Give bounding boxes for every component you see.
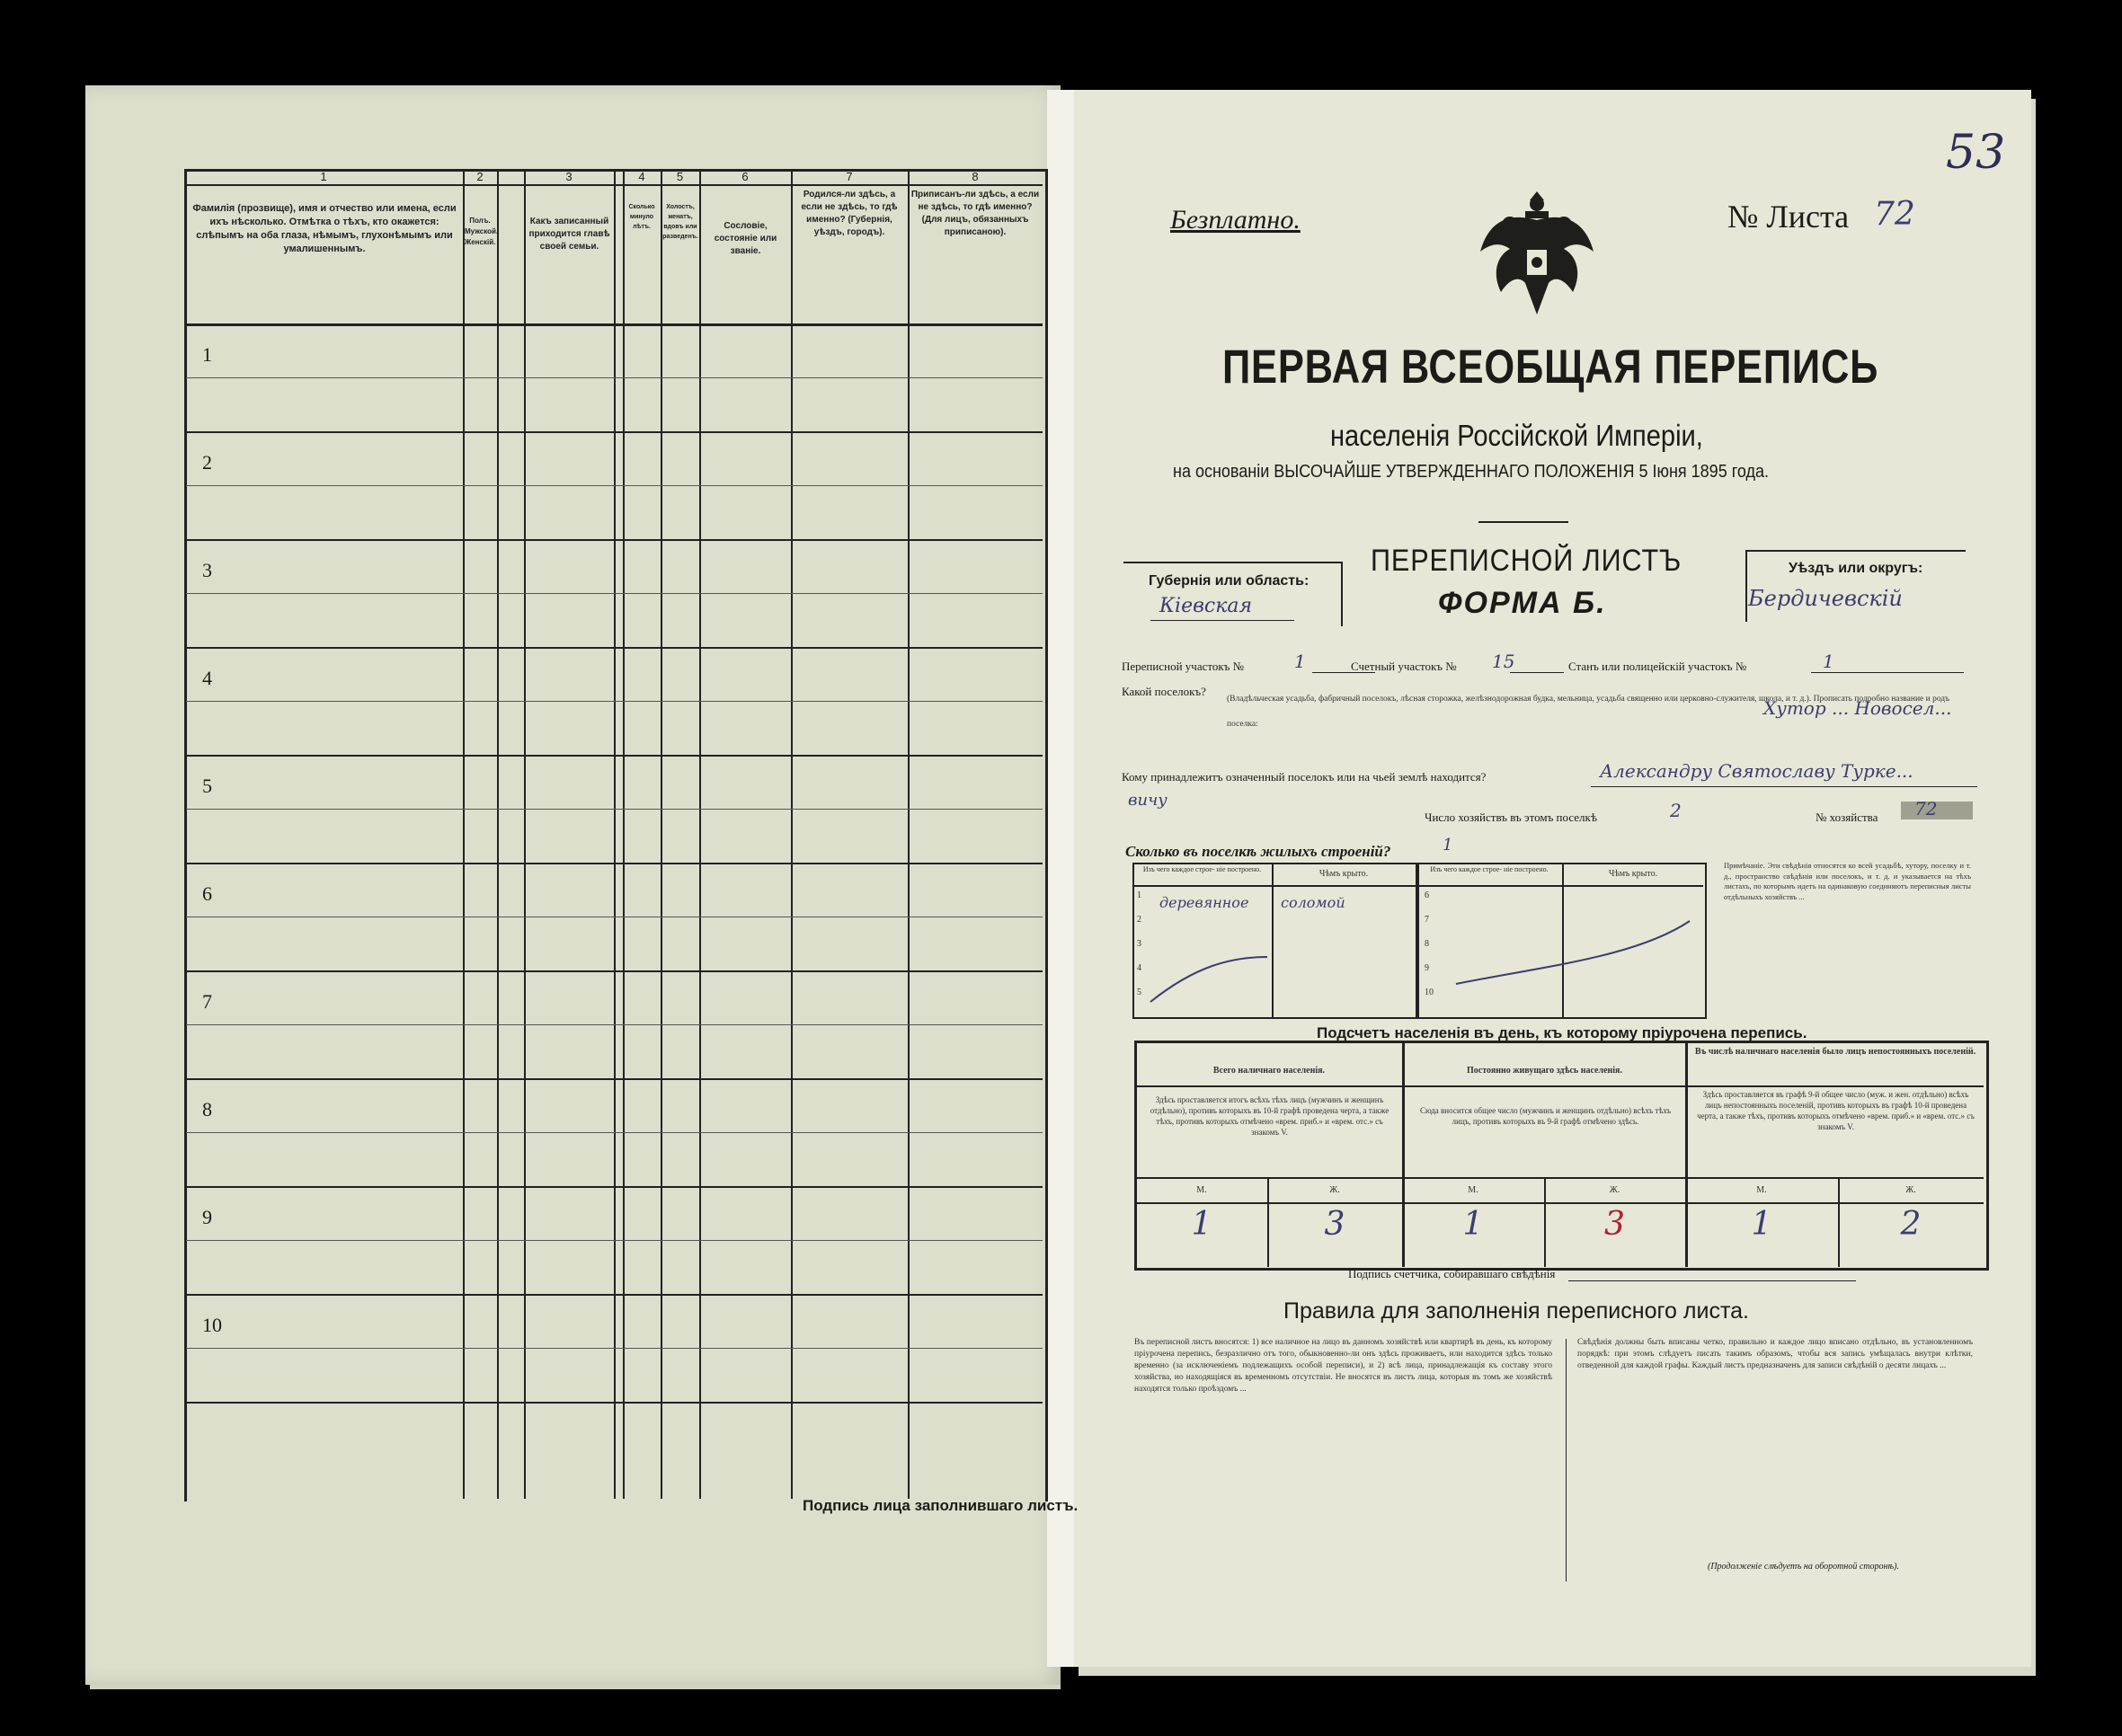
header-age: Сколько минуло лѣтъ.	[628, 204, 655, 230]
table-row	[186, 1078, 1043, 1080]
buildings-col-material: Изъ чего каждое строе- ніе построено.	[1142, 865, 1262, 873]
rules-continued-note: (Продолженіе слѣдуетъ на оборотной сторонѣ).	[1708, 1562, 1899, 1572]
filler-signature-label: Подпись лица заполнившаго листъ.	[803, 1497, 1079, 1514]
col-number: 6	[741, 170, 749, 183]
rules-title: Правила для заполненія переписного листа.	[1283, 1298, 1749, 1324]
table-row-number: 3	[202, 559, 212, 581]
building-row-number: 4	[1137, 963, 1141, 973]
table-row	[186, 1402, 1043, 1404]
table-row-midline	[186, 485, 1043, 486]
table-row-midline	[186, 593, 1043, 594]
table-row	[186, 755, 1043, 757]
header-estate: Сословіе, состояніе или званіе.	[714, 221, 777, 256]
col-divider	[614, 169, 616, 1499]
table-row-number: 1	[202, 343, 212, 366]
header-relation: Какъ записанный приходится главѣ своей семьи.	[528, 217, 610, 252]
building-row-number: 8	[1425, 939, 1429, 949]
free-label: Безплатно.	[1170, 205, 1301, 235]
buildings-header-line	[1134, 885, 1703, 887]
police-area-label: Станъ или полицейскій участокъ №	[1568, 660, 1747, 673]
building-row-number: 3	[1137, 939, 1141, 949]
count-col-permanent-title: Постоянно живущаго здѣсь населенія.	[1467, 1066, 1622, 1076]
table-row-number: 4	[202, 667, 212, 689]
count-values-line	[1136, 1202, 1984, 1204]
building-row-number: 5	[1137, 988, 1141, 997]
building-1-material: деревянное	[1159, 894, 1249, 911]
person-table-border	[184, 169, 1048, 1501]
province-value: Кіевская	[1159, 595, 1253, 617]
col-number: 7	[846, 170, 853, 183]
owner-value: Александру Святославу Турке...	[1600, 760, 1913, 782]
household-no-label: № хозяйства	[1816, 810, 1878, 824]
owner-value-continued: вичу	[1128, 791, 1168, 810]
settlement-label: Какой поселокъ?	[1122, 685, 1206, 698]
sex-male-label: М.	[1196, 1185, 1207, 1195]
households-label: Число хозяйствъ въ этомъ поселкѣ	[1425, 810, 1597, 824]
col-number: 1	[320, 170, 327, 183]
table-row-number: 8	[202, 1098, 212, 1120]
header-birthplace: Родился-ли здѣсь, а если не здѣсь, то гдѣ именно? (Губернія, уѣздъ, городъ).	[801, 190, 898, 237]
col-number: 3	[565, 170, 573, 183]
count-value: 1	[1191, 1206, 1212, 1243]
building-row-number: 10	[1425, 988, 1434, 997]
building-row-number: 9	[1425, 963, 1429, 973]
col-divider	[908, 169, 910, 1499]
table-row	[186, 647, 1043, 649]
count-value: 1	[1751, 1206, 1772, 1243]
header-bottom-line	[184, 323, 1043, 326]
header-marital: Холостъ, женатъ, вдовъ или разведенъ.	[662, 204, 698, 240]
settlement-value: Хутор ... Новосел...	[1763, 697, 1952, 719]
household-no-value: 72	[1914, 798, 1938, 819]
sex-female-label: Ж.	[1609, 1185, 1620, 1195]
buildings-label: Сколько въ поселкѣ жилыхъ строеній?	[1125, 843, 1391, 860]
table-row	[186, 970, 1043, 972]
header-name: Фамилія (прозвище), имя и отчество или имена, если ихъ нѣсколько. Отмѣтка о тѣхъ, кто окажется: слѣпымъ на оба глаза, нѣмымъ, глухонѣмымъ или умалишеннымъ.	[192, 203, 457, 254]
sheet-number: 72	[1874, 196, 1915, 233]
table-row	[186, 1294, 1043, 1296]
census-basis: на основаніи ВЫСОЧАЙШЕ УТВЕРЖДЕННАГО ПОЛОЖЕНІЯ 5 Іюня 1895 года.	[1173, 462, 1770, 482]
table-row-number: 9	[202, 1206, 212, 1228]
building-1-roof: соломой	[1281, 894, 1345, 911]
building-row-number: 1	[1137, 890, 1141, 900]
underline	[1312, 672, 1375, 673]
table-row-number: 10	[202, 1314, 222, 1336]
households-value: 2	[1670, 800, 1682, 821]
underline	[1510, 672, 1564, 673]
title-divider	[1478, 521, 1568, 523]
underline	[1591, 786, 1977, 787]
form-name: ФОРМА Б.	[1438, 586, 1607, 620]
building-row-number: 6	[1425, 890, 1429, 900]
count-header-line	[1136, 1085, 1984, 1087]
count-title: Подсчетъ населенія въ день, къ которому пріурочена перепись.	[1317, 1024, 1807, 1041]
buildings-col-roof-2: Чѣмъ крыто.	[1608, 869, 1658, 879]
table-row-midline	[186, 701, 1043, 702]
district-value: Бердичевскій	[1748, 586, 1903, 611]
district-label: Уѣздъ или округъ:	[1789, 561, 1923, 576]
handwritten-page-number: 53	[1946, 126, 2006, 180]
col-divider	[791, 169, 793, 1499]
col-divider	[661, 169, 662, 1499]
count-value: 3	[1604, 1206, 1625, 1243]
count-value: 3	[1324, 1206, 1345, 1243]
buildings-remark: Примѣчаніе. Эти свѣдѣнія относятся ко всей усадьбѣ, хутору, поселку и т. д., пространство свѣдѣнія или поселокъ, и т. д. и указывается на тѣхъ листахъ, по которымъ идетъ на одинаковую соединяютъ переписныя листы отдѣльныхъ хозяйствъ ...	[1724, 861, 1971, 901]
rules-column-divider	[1566, 1339, 1567, 1581]
header-number-line	[184, 184, 1043, 186]
table-row	[186, 863, 1043, 864]
table-row-midline	[186, 809, 1043, 810]
col-number: 2	[476, 170, 484, 183]
count-col-permanent-note: Сюда вносится общее число (мужчинъ и женщинъ отдѣльно) всѣхъ тѣхъ лицъ, противъ которыхъ въ 9-й графѣ отмѣчено здѣсь.	[1419, 1106, 1672, 1126]
col-divider	[623, 169, 625, 1499]
sex-female-label: Ж.	[1905, 1185, 1916, 1195]
col-number: 8	[972, 170, 979, 183]
col-divider	[497, 169, 499, 1499]
police-area-value: 1	[1823, 651, 1834, 672]
count-value: 1	[1462, 1206, 1484, 1243]
buildings-col-material-2: Изъ чего каждое строе- ніе построено.	[1430, 865, 1549, 873]
col-number: 4	[638, 170, 645, 183]
imperial-eagle-emblem	[1469, 184, 1604, 319]
rules-right-column: Свѣдѣнія должны быть вписаны четко, правильно и каждое лицо вписано отдѣльно, въ установленномъ порядкѣ: при этомъ слѣдуетъ писать такимъ образомъ, чтобы вся запись умѣщалась внутри клѣтки, отведенной для каждой графы. Каждый листъ предназначенъ для записи свѣдѣній о десяти лицахъ ...	[1577, 1338, 1973, 1370]
col-divider	[699, 169, 701, 1499]
table-row	[186, 1186, 1043, 1188]
building-row-number: 7	[1425, 915, 1429, 925]
strike-through-marks	[1141, 903, 1699, 1011]
settlement-note: (Владѣльческая усадьба, фабричный поселокъ, лѣсная сторожка, желѣзнодорожная будка, мельница, усадьба священно или церковно-служителя, школа, и т. д.). Прописать подробно название и родъ поселка:	[1227, 695, 1950, 729]
table-row-midline	[186, 377, 1043, 378]
table-row	[186, 539, 1043, 541]
col-divider	[524, 169, 526, 1499]
sex-female-label: Ж.	[1329, 1185, 1340, 1195]
form-title: ПЕРЕПИСНОЙ ЛИСТЪ	[1371, 544, 1683, 578]
table-row-number: 2	[202, 451, 212, 474]
col-number: 5	[676, 170, 684, 183]
counter-signature-line	[1568, 1280, 1856, 1281]
header-registration: Приписанъ-ли здѣсь, а если не здѣсь, то гдѣ именно? (Для лицъ, обязанныхъ приписаною).	[910, 190, 1040, 237]
area-value: 1	[1294, 651, 1306, 672]
census-subtitle: населенія Россійской Имперіи,	[1330, 419, 1703, 452]
table-row-midline	[186, 1348, 1043, 1349]
sex-male-label: М.	[1756, 1185, 1767, 1195]
underline	[1811, 672, 1964, 673]
building-row-number: 2	[1137, 915, 1141, 925]
sex-male-label: М.	[1468, 1185, 1478, 1195]
count-col-transient-note: Здѣсь проставляется въ графѣ 9-й общее число (муж. и жен. отдѣльно) всѣхъ лицъ непостоянныхъ поселеній, противъ которыхъ въ графѣ 10-й проведена черта, а также тѣхъ, противъ которыхъ отмѣчено «врем. приб.» и «врем. отс.» съ знакомъ V.	[1697, 1090, 1975, 1131]
count-sex-line	[1136, 1177, 1984, 1179]
count-col-total-title: Всего наличнаго населенія.	[1212, 1066, 1326, 1076]
count-col-transient-title: Въ числѣ наличнаго населенія было лицъ непостоянныхъ поселеній.	[1694, 1047, 1976, 1057]
count-area-label: Счетный участокъ №	[1351, 660, 1457, 673]
count-col-total-note: Здѣсь проставляется итогъ всѣхъ тѣхъ лицъ (мужчинъ и женщинъ отдѣльно), противъ которыхъ въ 10-й графѣ проведена черта, а также тѣхъ, противъ которыхъ отмѣчено «врем. приб.» и «врем. отс.» съ знакомъ V.	[1150, 1095, 1390, 1137]
buildings-value: 1	[1443, 836, 1453, 855]
table-row-number: 5	[202, 775, 212, 797]
census-title: ПЕРВАЯ ВСЕОБЩАЯ ПЕРЕПИСЬ	[1222, 341, 1879, 394]
table-row-number: 6	[202, 882, 212, 905]
owner-label: Кому принадлежитъ означенный поселокъ или на чьей землѣ находится?	[1122, 770, 1487, 784]
rules-left-column: Въ переписной листъ вносятся: 1) все наличное на лицо въ данномъ хозяйствѣ или квартирѣ въ день, къ которому пріурочена перепись, безразлично отъ того, обыкновенно-ли онъ здѣсь проживаетъ, или находится здѣсь только временно (за исключеніемъ подлежащихъ особой переписи), и 2) всѣ лица, принадлежащія къ составу этого хозяйства, но находящіяся въ временномъ отсутствіи. Не вносятся въ листъ лица, которыя въ томъ же хозяйствѣ находятся только проѣздомъ ...	[1134, 1338, 1552, 1394]
table-row	[186, 431, 1043, 433]
col-divider	[463, 169, 465, 1499]
province-value-line	[1150, 620, 1294, 621]
province-label: Губернія или область:	[1149, 573, 1310, 589]
sheet-label: № Листа	[1727, 199, 1850, 235]
count-value: 2	[1900, 1206, 1922, 1243]
counter-signature-label: Подпись счетчика, собиравшаго свѣдѣнія	[1348, 1267, 1556, 1280]
buildings-col-roof: Чѣмъ крыто.	[1318, 869, 1369, 879]
area-label: Переписной участокъ №	[1122, 660, 1245, 673]
table-row-midline	[186, 1132, 1043, 1133]
table-row-number: 7	[202, 990, 212, 1013]
table-row-midline	[186, 1240, 1043, 1241]
header-sex: Полъ. Мужской. Женскій.	[465, 217, 499, 246]
count-area-value: 15	[1492, 651, 1515, 672]
table-row-midline	[186, 1024, 1043, 1025]
